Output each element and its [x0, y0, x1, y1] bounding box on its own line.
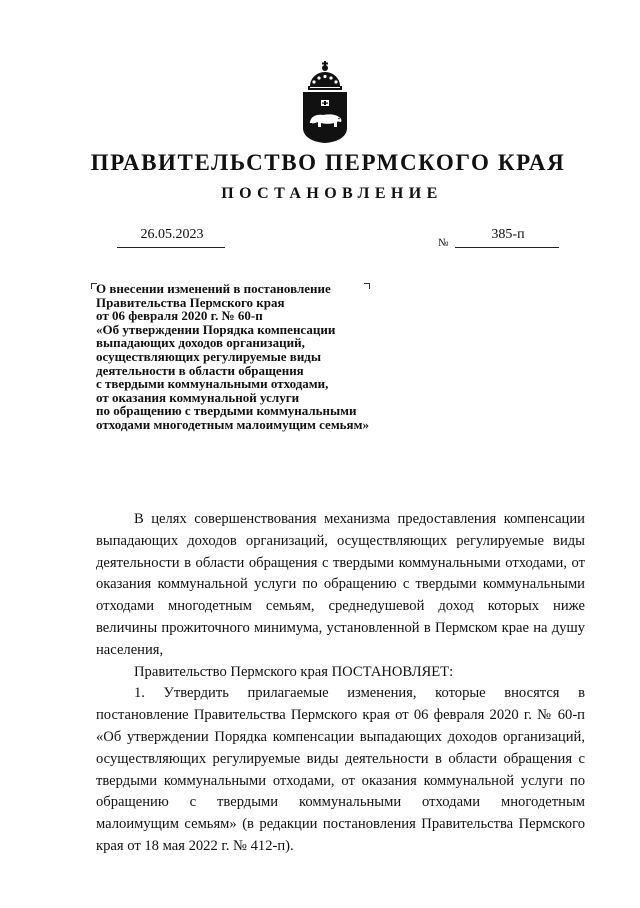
document-date: 26.05.2023: [140, 227, 204, 242]
subject-line: «Об утверждении Порядка компенсации: [96, 321, 336, 337]
number-underline: [455, 247, 559, 248]
subject-line: от 06 февраля 2020 г. № 60-п: [96, 308, 263, 324]
subject-line: осуществляющих регулируемые виды: [96, 348, 322, 364]
subject-line: О внесении изменений в постановление: [96, 281, 331, 296]
date-underline: [117, 247, 225, 248]
document-body: [96, 509, 585, 858]
government-title: ПРАВИТЕЛЬСТВО ПЕРМСКОГО КРАЯ: [90, 150, 566, 175]
crown-icon: [308, 61, 342, 90]
subject-line: отходами многодетным малоимущим семьям»: [96, 416, 369, 432]
subject-line: от оказания коммунальной услуги: [96, 389, 300, 405]
subject-line: Правительства Пермского края: [96, 294, 285, 310]
perm-krai-coat-of-arms-icon: [301, 60, 349, 144]
subject-line: выпадающих доходов организаций,: [96, 335, 305, 351]
subject-line: с твердыми коммунальными отходами,: [96, 376, 329, 392]
subject-line: по обращению с твердыми коммунальными: [96, 403, 357, 419]
document-type-title: ПОСТАНОВЛЕНИЕ: [221, 185, 443, 202]
number-sign: №: [438, 237, 449, 249]
resolution-paragraph: Правительство Пермского края ПОСТАНОВЛЯЕТ:: [134, 663, 454, 680]
subject-line: деятельности в области обращения: [96, 362, 304, 378]
shield-icon: [303, 92, 347, 143]
document-number: 385-п: [491, 227, 525, 242]
document-subject: [96, 282, 396, 432]
item-1-paragraph: 1. Утвердить прилагаемые изменения, которые вносятся в постановление Правительства Пермского края от 06 февраля 2020 г. № 60-п «Об утверждении Порядка компенсации выпадающих доходов организаций, осуществляющих регулируемые виды деятельности в области обращения с твердыми коммунальными отходами, от оказания коммунальной услуги по обращению с твердыми коммунальными отходами многодетным малоимущим семьям» (в редакции постановления Правительства Пермского края от 18 мая 2022 г. № 412-п).: [96, 685, 585, 854]
preamble-paragraph: В целях совершенствования механизма предоставления компенсации выпадающих доходов организаций, осуществляющих регулируемые виды деятельности в области обращения с твердыми коммунальными отходами, от оказания коммунальной услуги по обращению с твердыми коммунальными отходами многодетным семьям, среднедушевой доход которых ниже величины прожиточного минимума, установленной в Пермском крае на душу населения,: [96, 511, 585, 658]
